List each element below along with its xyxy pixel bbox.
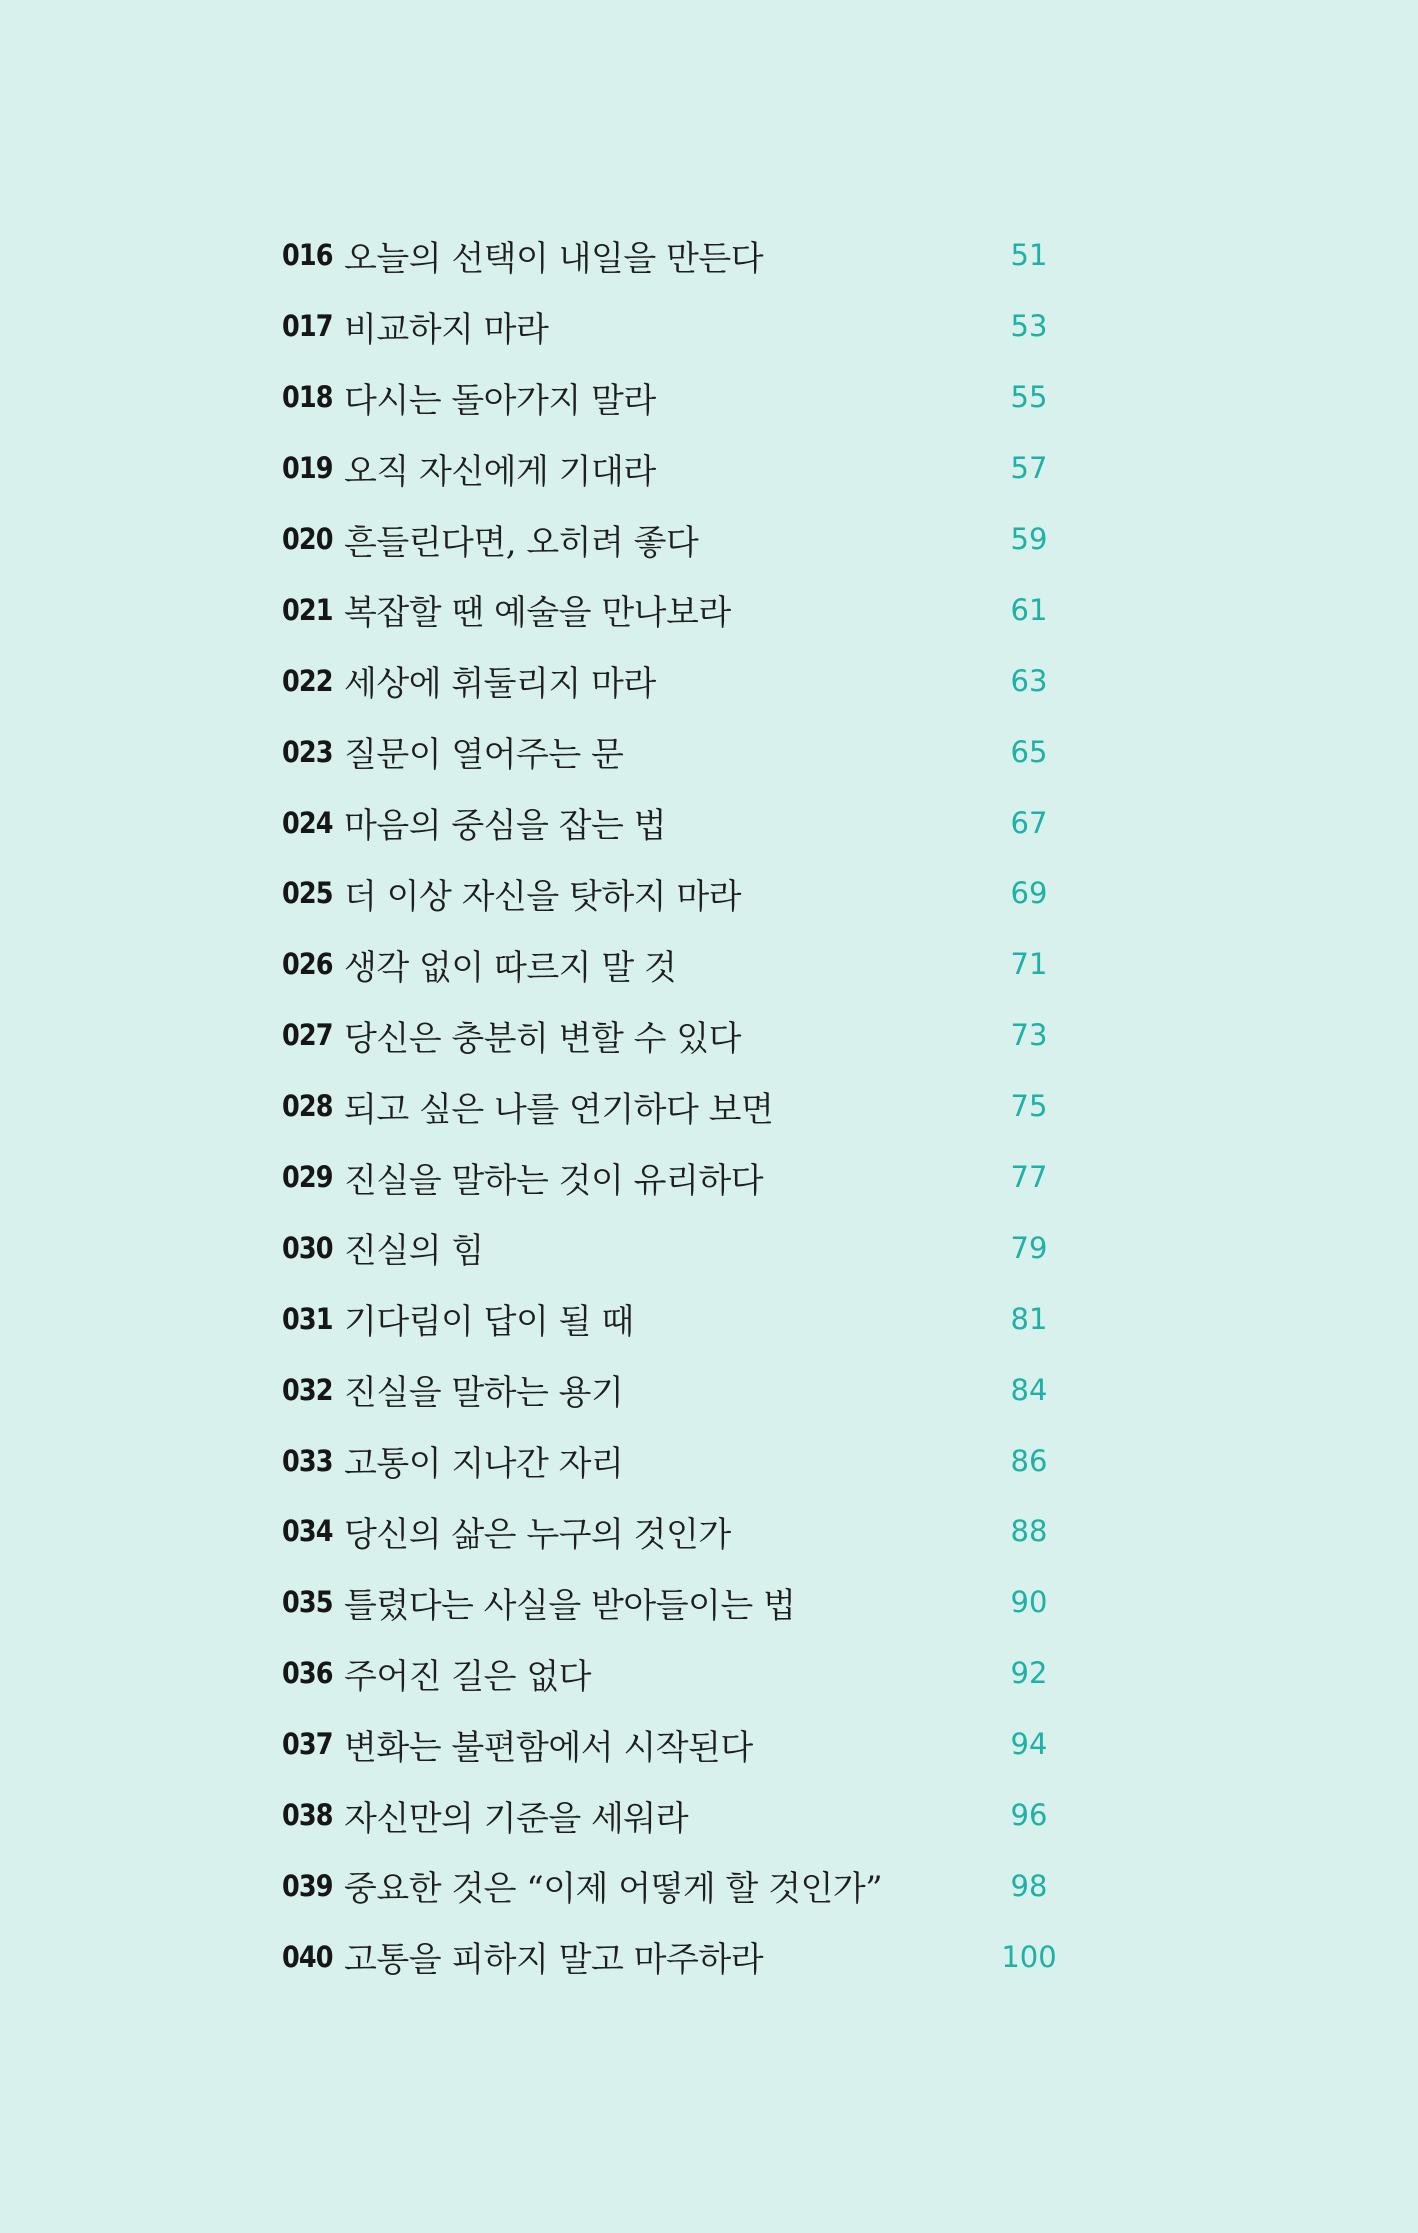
entry-title: 세상에 휘둘리지 마라: [344, 664, 656, 705]
entry-number: 035: [282, 1585, 333, 1620]
entry-page-number: 69: [1010, 876, 1048, 911]
entry-number: 021: [282, 592, 333, 627]
entry-page-number: 73: [1010, 1018, 1048, 1053]
entry-title: 마음의 중심을 잡는 법: [344, 806, 667, 847]
entry-title: 고통을 피하지 말고 마주하라: [344, 1940, 764, 1981]
entry-title: 질문이 열어주는 문: [344, 735, 624, 776]
toc-entry-022[interactable]: [282, 645, 1094, 716]
entry-number: 030: [282, 1230, 333, 1265]
entry-number: 026: [282, 947, 333, 982]
entry-title: 주어진 길은 없다: [344, 1656, 592, 1697]
entry-title: 자신만의 기준을 세워라: [344, 1798, 689, 1839]
entry-title: 비교하지 마라: [344, 309, 549, 350]
entry-number: 027: [282, 1018, 333, 1053]
entry-number: 019: [282, 451, 333, 486]
entry-number: 032: [282, 1372, 333, 1407]
entry-page-number: 84: [1010, 1372, 1048, 1407]
toc-entry-033[interactable]: [282, 1425, 1094, 1496]
entry-page-number: 55: [1010, 380, 1048, 415]
entry-title: 고통이 지나간 자리: [344, 1444, 624, 1485]
entry-page-number: 81: [1010, 1301, 1048, 1336]
entry-title: 당신의 삶은 누구의 것인가: [344, 1514, 731, 1555]
toc-entry-027[interactable]: [282, 1000, 1094, 1071]
entry-number: 024: [282, 805, 333, 840]
toc-entry-034[interactable]: [282, 1496, 1094, 1567]
entry-number: 016: [282, 238, 333, 273]
entry-number: 031: [282, 1301, 333, 1336]
entry-title: 당신은 충분히 변할 수 있다: [344, 1018, 742, 1059]
entry-title: 생각 없이 따르지 말 것: [344, 947, 677, 988]
entry-number: 028: [282, 1089, 333, 1124]
toc-entry-016[interactable]: [282, 220, 1094, 291]
toc-entry-017[interactable]: [282, 291, 1094, 362]
entry-title: 다시는 돌아가지 말라: [344, 380, 656, 421]
toc-entry-019[interactable]: [282, 433, 1094, 504]
entry-title: 진실을 말하는 것이 유리하다: [344, 1160, 764, 1201]
toc-entry-040[interactable]: [282, 1921, 1094, 1992]
entry-title: 오늘의 선택이 내일을 만든다: [344, 238, 764, 279]
entry-page-number: 100: [1001, 1939, 1057, 1974]
entry-number: 025: [282, 876, 333, 911]
entry-number: 037: [282, 1727, 333, 1762]
toc-entry-023[interactable]: [282, 716, 1094, 787]
toc-entry-020[interactable]: [282, 504, 1094, 575]
entry-number: 023: [282, 734, 333, 769]
entry-page-number: 71: [1010, 947, 1048, 982]
entry-title: 변화는 불편함에서 시작된다: [344, 1727, 753, 1768]
entry-number: 017: [282, 309, 333, 344]
toc-entry-036[interactable]: [282, 1638, 1094, 1709]
entry-page-number: 65: [1010, 734, 1048, 769]
entry-number: 020: [282, 522, 333, 556]
entry-number: 018: [282, 380, 333, 415]
entry-page-number: 63: [1010, 663, 1048, 698]
toc-entry-031[interactable]: [282, 1283, 1094, 1354]
entry-page-number: 90: [1010, 1585, 1048, 1620]
toc-entry-028[interactable]: [282, 1071, 1094, 1142]
entry-number: 038: [282, 1798, 333, 1833]
entry-page-number: 94: [1010, 1727, 1048, 1762]
toc-entry-025[interactable]: [282, 858, 1094, 929]
entry-page-number: 53: [1010, 309, 1048, 344]
entry-page-number: 57: [1010, 451, 1048, 486]
toc-entry-038[interactable]: [282, 1780, 1094, 1851]
toc-entry-030[interactable]: [282, 1212, 1094, 1283]
entry-page-number: 88: [1010, 1514, 1048, 1549]
toc-entry-032[interactable]: [282, 1354, 1094, 1425]
entry-page-number: 67: [1010, 805, 1048, 840]
entry-number: 034: [282, 1514, 333, 1549]
entry-title: 기다림이 답이 될 때: [344, 1302, 634, 1343]
entry-title: 오직 자신에게 기대라: [344, 451, 656, 492]
entry-page-number: 77: [1010, 1160, 1048, 1195]
entry-title: 복잡할 땐 예술을 만나보라: [344, 593, 731, 634]
table-of-contents: [282, 220, 1094, 1992]
entry-number: 040: [282, 1939, 333, 1974]
toc-entry-035[interactable]: [282, 1567, 1094, 1638]
toc-entry-037[interactable]: [282, 1709, 1094, 1780]
entry-page-number: 61: [1010, 592, 1048, 627]
entry-page-number: 86: [1010, 1443, 1048, 1478]
entry-page-number: 75: [1010, 1089, 1048, 1124]
toc-entry-024[interactable]: [282, 787, 1094, 858]
entry-page-number: 92: [1010, 1656, 1048, 1691]
entry-page-number: 79: [1010, 1230, 1048, 1265]
entry-page-number: 96: [1010, 1798, 1048, 1833]
entry-page-number: 51: [1010, 238, 1048, 273]
toc-entry-026[interactable]: [282, 929, 1094, 1000]
entry-title: 흔들린다면, 오히려 좋다: [344, 522, 699, 563]
entry-title: 되고 싶은 나를 연기하다 보면: [344, 1089, 774, 1130]
entry-number: 036: [282, 1656, 333, 1691]
entry-number: 022: [282, 663, 333, 698]
entry-title: 중요한 것은 “이제 어떻게 할 것인가”: [344, 1869, 883, 1910]
entry-number: 039: [282, 1868, 333, 1903]
toc-entry-039[interactable]: [282, 1850, 1094, 1921]
entry-number: 029: [282, 1160, 333, 1195]
entry-title: 진실의 힘: [344, 1231, 484, 1272]
entry-title: 더 이상 자신을 탓하지 마라: [344, 876, 742, 917]
entry-title: 진실을 말하는 용기: [344, 1373, 624, 1414]
entry-number: 033: [282, 1443, 333, 1478]
entry-page-number: 59: [1010, 522, 1048, 556]
toc-entry-029[interactable]: [282, 1142, 1094, 1213]
toc-entry-021[interactable]: [282, 574, 1094, 645]
entry-title: 틀렸다는 사실을 받아들이는 법: [344, 1585, 796, 1626]
toc-entry-018[interactable]: [282, 362, 1094, 433]
entry-page-number: 98: [1010, 1868, 1048, 1903]
